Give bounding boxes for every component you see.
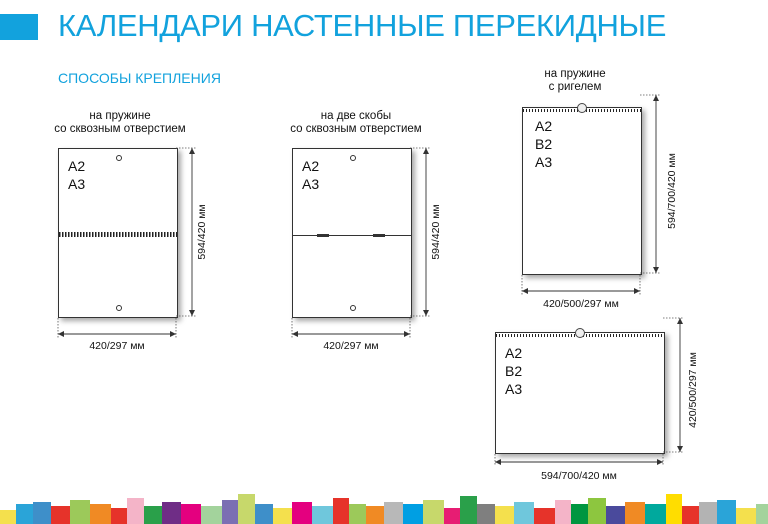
color-block bbox=[555, 500, 571, 524]
color-block bbox=[16, 504, 33, 524]
color-block bbox=[699, 502, 717, 524]
format-label: A2 bbox=[505, 345, 523, 361]
height-dimension-label: 420/500/297 мм bbox=[687, 352, 699, 428]
height-dimension-label: 594/420 мм bbox=[430, 204, 442, 260]
color-block bbox=[255, 504, 273, 524]
color-block bbox=[645, 504, 666, 524]
color-block bbox=[403, 504, 423, 524]
color-block bbox=[201, 506, 222, 524]
color-block bbox=[222, 500, 238, 524]
color-block bbox=[666, 494, 682, 524]
color-block bbox=[349, 504, 366, 524]
color-block bbox=[384, 502, 403, 524]
color-block bbox=[162, 502, 181, 524]
color-block bbox=[144, 506, 162, 524]
format-label: A2 bbox=[68, 158, 86, 174]
height-dimension-label: 594/420 мм bbox=[196, 204, 208, 260]
height-dimension-label: 594/700/420 мм bbox=[666, 153, 678, 229]
color-block bbox=[625, 502, 645, 524]
color-block bbox=[606, 506, 625, 524]
section-subtitle: СПОСОБЫ КРЕПЛЕНИЯ bbox=[58, 70, 221, 86]
color-block bbox=[312, 506, 333, 524]
color-block bbox=[33, 502, 51, 524]
color-block bbox=[90, 504, 111, 524]
caption-line: со сквозным отверстием bbox=[290, 123, 422, 135]
color-block bbox=[70, 500, 90, 524]
caption-line: на пружине bbox=[89, 110, 151, 122]
caption-line: на две скобы bbox=[320, 110, 392, 122]
page-title: КАЛЕНДАРИ НАСТЕННЫЕ ПЕРЕКИДНЫЕ bbox=[58, 8, 667, 43]
width-dimension-label: 420/500/297 мм bbox=[543, 298, 619, 310]
format-label: A3 bbox=[505, 381, 523, 397]
caption-line: с ригелем bbox=[548, 81, 602, 93]
color-block bbox=[717, 500, 736, 524]
width-dimension-label: 594/700/420 мм bbox=[541, 470, 617, 482]
format-label: B2 bbox=[535, 136, 553, 152]
format-label: A2 bbox=[535, 118, 553, 134]
caption-line: на пружине bbox=[544, 68, 606, 80]
color-block bbox=[571, 504, 588, 524]
width-dimension-label: 420/297 мм bbox=[89, 340, 145, 352]
color-block bbox=[444, 508, 460, 524]
width-dimension-label: 420/297 мм bbox=[323, 340, 379, 352]
color-block bbox=[366, 506, 384, 524]
color-block bbox=[514, 502, 534, 524]
color-block bbox=[736, 508, 756, 524]
color-block bbox=[682, 506, 699, 524]
color-block bbox=[534, 508, 555, 524]
color-block bbox=[477, 504, 495, 524]
format-label: A3 bbox=[302, 176, 320, 192]
color-block bbox=[460, 496, 477, 524]
format-label: A3 bbox=[535, 154, 553, 170]
format-label: A2 bbox=[302, 158, 320, 174]
format-label: B2 bbox=[505, 363, 523, 379]
color-block bbox=[127, 498, 144, 524]
color-block bbox=[111, 508, 127, 524]
color-block bbox=[495, 506, 514, 524]
color-block bbox=[292, 502, 312, 524]
decorative-color-strip bbox=[0, 490, 768, 524]
color-block bbox=[333, 498, 349, 524]
color-block bbox=[423, 500, 444, 524]
color-block bbox=[238, 494, 255, 524]
caption-line: со сквозным отверстием bbox=[54, 123, 186, 135]
color-block bbox=[51, 506, 70, 524]
color-block bbox=[0, 510, 16, 524]
format-label: A3 bbox=[68, 176, 86, 192]
color-block bbox=[181, 504, 201, 524]
color-block bbox=[588, 498, 606, 524]
color-block bbox=[756, 504, 768, 524]
color-block bbox=[273, 508, 292, 524]
